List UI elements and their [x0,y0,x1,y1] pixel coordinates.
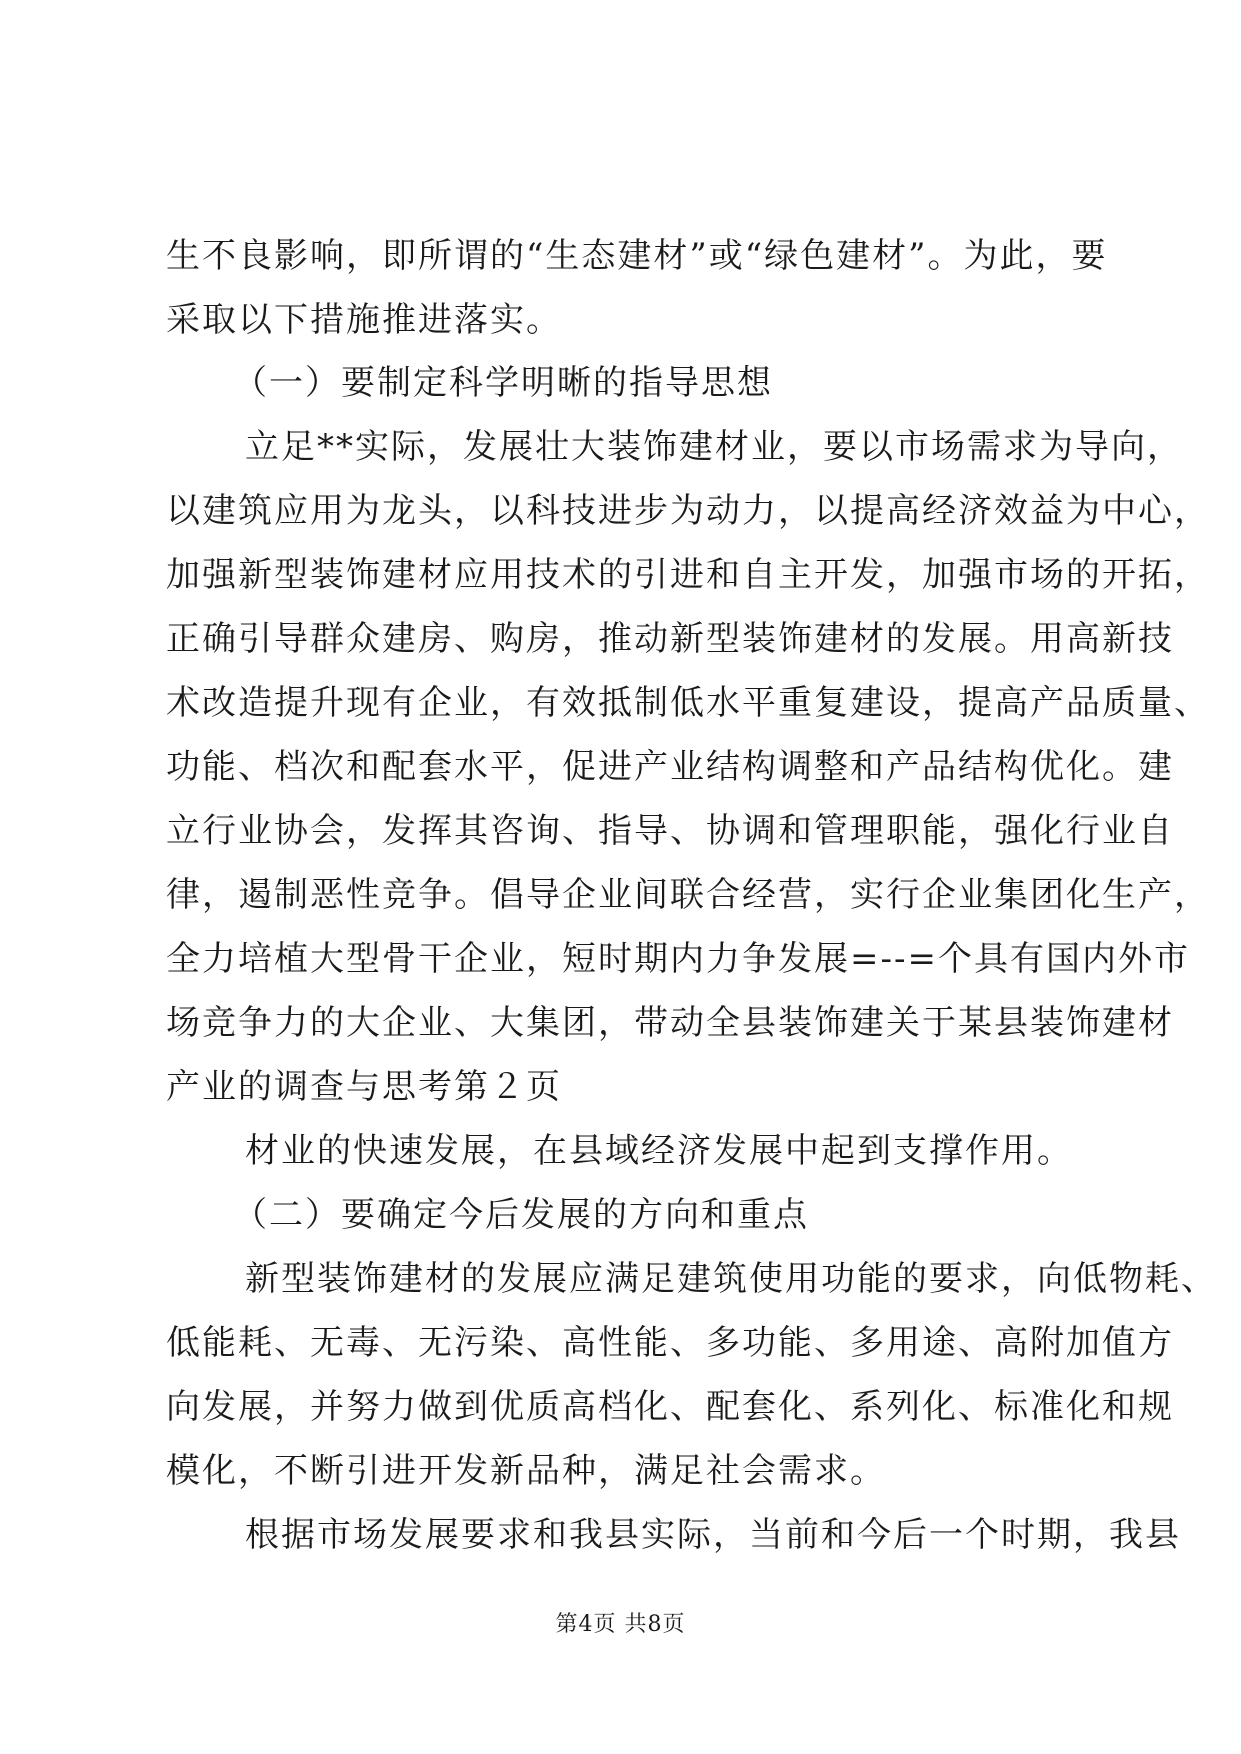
body-line: 术改造提升现有企业，有效抵制低水平重复建设，提高产品质量、 [166,683,1210,723]
body-line: 律，遏制恶性竞争。倡导企业间联合经营，实行企业集团化生产， [166,875,1210,915]
body-line: 以建筑应用为龙头，以科技进步为动力，以提高经济效益为中心， [166,491,1210,531]
paragraph-start: 根据市场发展要求和我县实际，当前和今后一个时期，我县 [245,1515,1181,1555]
body-line: 加强新型装饰建材应用技术的引进和自主开发，加强市场的开拓， [166,555,1210,595]
body-line: 场竞争力的大企业、大集团，带动全县装饰建关于某县装饰建材 [166,1003,1174,1043]
body-line: 生不良影响，即所谓的“生态建材”或“绿色建材”。为此，要 [166,236,1108,276]
section-heading: （一）要制定科学明晰的指导思想 [233,363,773,403]
body-line: 模化，不断引进开发新品种，满足社会需求。 [166,1451,886,1491]
body-line: 功能、档次和配套水平，促进产业结构调整和产品结构优化。建 [166,747,1174,787]
body-line: 正确引导群众建房、购房，推动新型装饰建材的发展。用高新技 [166,619,1174,659]
body-line: 低能耗、无毒、无污染、高性能、多功能、多用途、高附加值方 [166,1323,1174,1363]
body-line: 全力培植大型骨干企业，短时期内力争发展=--=个具有国内外市 [166,939,1190,979]
body-line: 立行业协会，发挥其咨询、指导、协调和管理职能，强化行业自 [166,811,1174,851]
paragraph-start: 材业的快速发展，在县域经济发展中起到支撑作用。 [245,1131,1073,1171]
section-heading: （二）要确定今后发展的方向和重点 [233,1195,809,1235]
page-footer: 第4页 共8页 [555,1612,686,1637]
body-line: 产业的调查与思考第２页 [166,1067,562,1107]
body-line: 采取以下措施推进落实。 [166,300,562,340]
paragraph-start: 立足**实际，发展壮大装饰建材业，要以市场需求为导向， [245,427,1183,467]
paragraph-start: 新型装饰建材的发展应满足建筑使用功能的要求，向低物耗、 [245,1259,1217,1299]
body-line: 向发展，并努力做到优质高档化、配套化、系列化、标准化和规 [166,1387,1174,1427]
